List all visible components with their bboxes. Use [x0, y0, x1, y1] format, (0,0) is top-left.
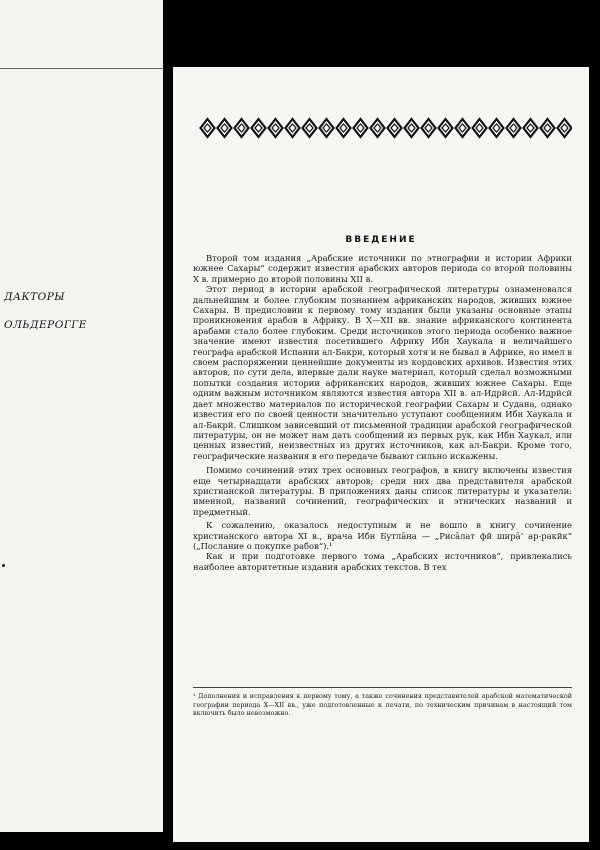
paragraph-5: Как и при подготовке первого тома „Арабских источников“, привлекались наиболее авторитетные издания арабских текстов. В тех — [193, 551, 572, 572]
left-page-mark — [2, 564, 5, 567]
paragraph-1: Второй том издания „Арабские источники по этнографии и истории Африки южнее Сахары“ содержит известия арабских авторов периода со второй половины X в. примерно до второй половины XII в. — [193, 253, 572, 284]
left-page-fragment-2: ОЛЬДЕРОГГЕ — [4, 319, 87, 331]
left-page-top-rule — [0, 0, 163, 69]
footnote: ¹ Дополнения и исправления к первому тому, а также сочинения представителей арабской математической географии периода X—XII вв., уже подготовленные к печати, по техническим причинам в настоящий том включить было невозможно. — [193, 687, 572, 718]
body-text — [193, 253, 572, 572]
paragraph-2: Этот период в истории арабской географической литературы ознаменовался дальнейшим и более глубоким познанием африканских народов, живших южнее Сахары. В предисловии к первому тому издания были указаны основные этапы проникновения арабов в Африку. В X—XII вв. знание африканского континента арабами стало более глубоким. Среди источников этого периода особенно важное значение имеют известия посетившего Африку Ибн Хаукала и величайшего географа арабской Испании ал-Бакри, который хотя и не бывал в Африке, но имел в своем распоряжении ценнейшие документы из кордовских архивов. Известия этих авторов, по сути дела, впервые дали науке материал, который сделал возможными попытки создания истории африканских народов, живших южнее Сахары. Еще одним важным источником являются известия автора XII в. ал-Идрйсй. Ал-Идрйсй дает множество материалов по исторической географии Сахары и Судана, однако известия его по своей ценности значительно уступают сообщениям Ибн Хаукала и ал-Бакрй. Слишком зависевший от письменной традиции арабской географической литературы, он не может нам дать сообщений из первых рук, как Ибн Хаукал, или ценных известий, неизвестных из других источников, как ал-Бакри. Кроме того, географические названия в его передаче бывают сильно искажены. — [193, 284, 572, 461]
left-page-fragment-1: ДАКТОРЫ — [4, 291, 66, 303]
paragraph-3: Помимо сочинений этих трех основных географов, в книгу включены известия еще четырнадцати арабских авторов; среди них два представителя арабской христианской литературы. В приложениях даны список литературы и указатели: именной, названий сочинений, географических и этнических названий и предметный. — [193, 465, 572, 517]
chapter-heading: ВВЕДЕНИЕ — [345, 235, 417, 245]
right-page — [173, 67, 589, 842]
paragraph-4: К сожалению, оказалось недоступным и не вошло в книгу сочинение христианского автора XI в., врача Ибн Бутлāна — „Рисāлат фӣ ширā’ ар-ракӣк“ („Послание о покупке рабов“).¹ — [193, 520, 572, 551]
left-page — [0, 0, 163, 832]
decorative-ornament-band — [199, 117, 572, 139]
